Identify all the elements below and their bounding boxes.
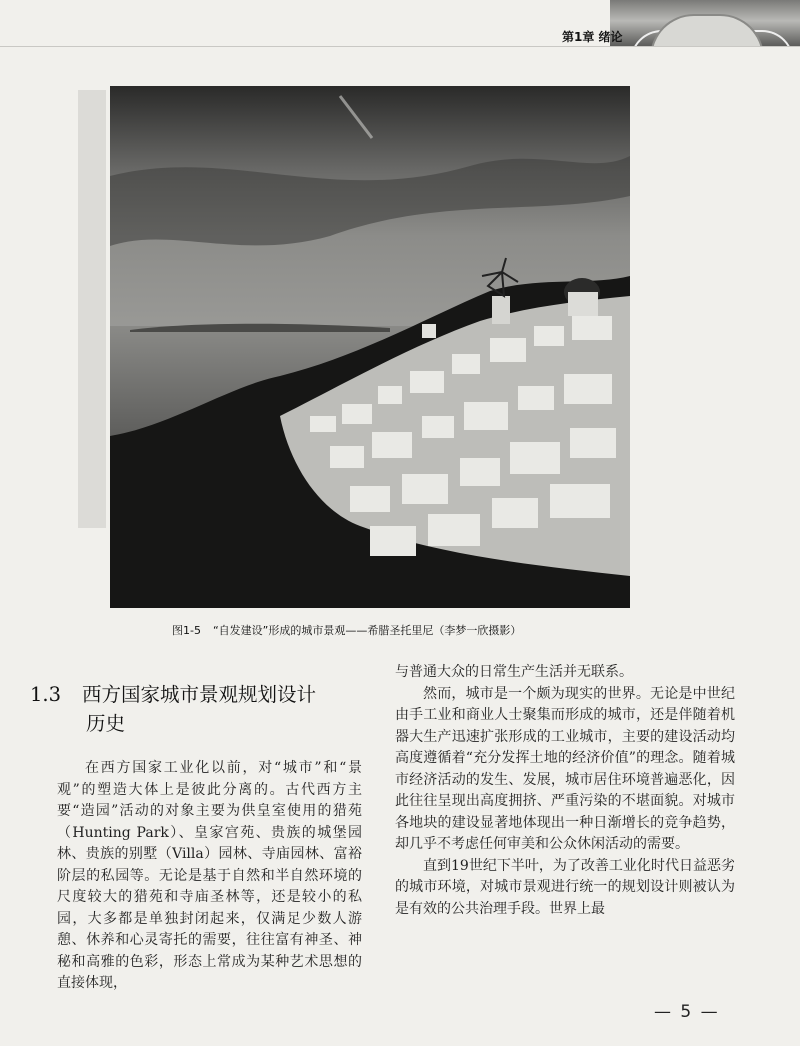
right-paragraph-3: 直到19世纪下半叶，为了改善工业化时代日益恶劣的城市环境，对城市景观进行统一的规划设计则被认为是有效的公共治理手段。世界上最 [395,857,735,917]
section-number: 1.3 [30,683,62,706]
right-column [395,662,735,920]
figure-photo [110,86,630,608]
section-title-line1: 西方国家城市景观规划设计 [82,683,317,706]
left-column [57,758,362,995]
left-paragraph-1: 在西方国家工业化以前，对“城市”和“景观”的塑造大体上是彼此分离的。古代西方主要“造园”活动的对象主要为供皇室使用的猎苑（Hunting Park）、皇家宫苑、贵族的城堡园林、贵族的别墅（Villa）园林、寺庙园林、富裕阶层的私园等。无论是基于自然和半自然环境的尺度较大的猎苑和寺庙圣林等，还是较小的私园，大多都是单独封闭起来，仅满足少数人游憩、休养和心灵寄托的需要，往往富有神圣、神秘和高雅的色彩，形态上常成为某种艺术思想的直接体现， [57,760,362,991]
right-paragraph-2: 然而，城市是一个颇为现实的世界。无论是中世纪由手工业和商业人士聚集而形成的城市，还是伴随着机器大生产迅速扩张形成的工业城市，主要的建设活动均高度遵循着“充分发挥土地的经济价值”的理念。随着城市经济活动的发生、发展，城市居住环境普遍恶化，因此往往呈现出高度拥挤、严重污染的不堪面貌。对城市各地块的建设显著地体现出一种日渐增长的竞争趋势，却几乎不考虑任何审美和公众休闲活动的需要。 [395,685,735,852]
figure-number: 图1-5 [172,624,201,637]
figure-caption-text: “自发建设”形成的城市景观——希腊圣托里尼（李梦一欣摄影） [212,624,522,637]
section-title-line2: 历史 [86,712,126,735]
page-margin-bar [78,90,106,528]
section-heading [30,680,370,738]
right-continuation-line: 与普通大众的日常生产生活并无联系。 [395,664,633,680]
figure-caption [172,622,692,638]
header-photo [610,0,800,46]
chapter-label: 第1章 绪论 [562,30,623,44]
page-number: — 5 — [654,1002,720,1022]
header-rule [0,46,800,47]
